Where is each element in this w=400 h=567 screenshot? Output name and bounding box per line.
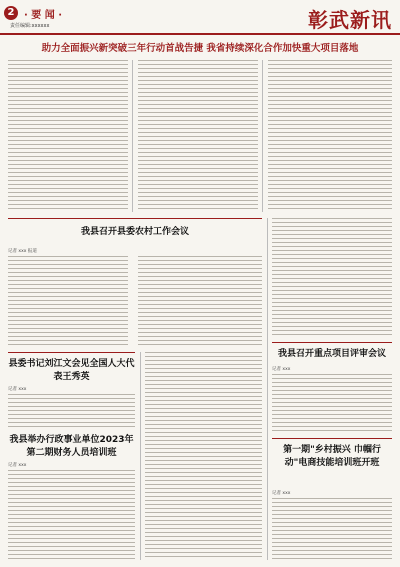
- article-byline: 记者 xxx: [272, 367, 291, 372]
- column-divider: [267, 218, 268, 560]
- section-divider: [8, 352, 135, 353]
- article-headline: 第一期"乡村振兴 巾帼行动"电商技能培训班开班: [283, 445, 381, 468]
- article-body-text: [8, 394, 135, 428]
- page-number: 2: [4, 6, 18, 20]
- article-byline: 记者 xxx 报道: [8, 249, 37, 254]
- article-body-text: [272, 374, 392, 434]
- article-headline: 我县举办行政事业单位2023年第二期财务人员培训班: [9, 435, 134, 458]
- article-body-text: [145, 352, 262, 560]
- article-byline: 记者 xxx: [8, 387, 27, 392]
- paper-logo: 彰武新讯: [308, 8, 392, 32]
- editor-line: 责任编辑:xxxxxx: [10, 23, 50, 29]
- section-name: · 要 闻 ·: [24, 10, 63, 21]
- section-divider: [272, 438, 392, 439]
- article-byline: 记者 xxx: [8, 463, 27, 468]
- column-divider: [132, 60, 133, 212]
- article-body-text: [272, 498, 392, 560]
- article-headline: 县委书记刘江文会见全国人大代表王秀英: [8, 359, 135, 382]
- article-headline: 我县召开重点项目评审会议: [277, 349, 386, 359]
- column-divider: [140, 352, 141, 560]
- lead-body-text: [138, 60, 258, 212]
- column-divider: [262, 60, 263, 212]
- article-body-text: [8, 470, 135, 560]
- masthead: [0, 0, 400, 35]
- article-body-text: [138, 256, 262, 346]
- lead-body-text: [8, 60, 128, 212]
- section-divider: [8, 218, 262, 219]
- article-headline: 我县召开县委农村工作会议: [80, 227, 189, 237]
- article-body-text: [272, 218, 392, 338]
- lead-headline: 助力全面振兴新突破三年行动首战告捷 我省持续深化合作加快重大项目落地: [41, 43, 359, 54]
- section-divider: [272, 342, 392, 343]
- lead-body-text: [268, 60, 392, 212]
- article-body-text: [8, 256, 128, 346]
- article-byline: 记者 xxx: [272, 491, 291, 496]
